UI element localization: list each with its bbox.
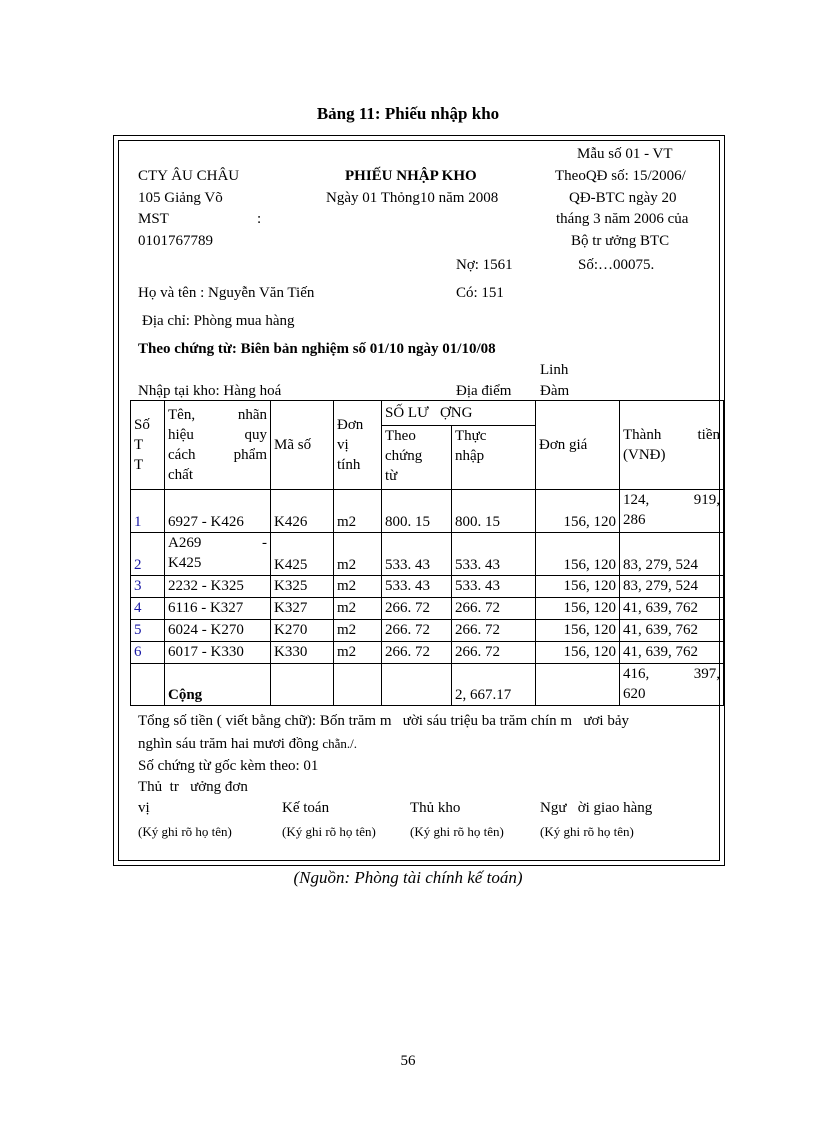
goods-table — [130, 400, 724, 706]
signer-title: Thủ kho — [410, 800, 461, 816]
row-qty-actual: 800. 15 — [452, 490, 536, 533]
row-unit: m2 — [334, 533, 382, 576]
table-row — [131, 533, 724, 576]
signer-title: Thủ tr ưởng đơn — [138, 779, 248, 795]
tax-colon: : — [257, 211, 262, 227]
debit-account: Nợ: 1561 — [456, 257, 513, 273]
row-qty-doc: 533. 43 — [382, 576, 452, 598]
row-unit: m2 — [334, 576, 382, 598]
row-amount: 41, 639, 762 — [620, 598, 724, 620]
signer-note: (Ký ghi rõ họ tên) — [410, 824, 504, 839]
form-code-line: Mẫu số 01 - VT — [577, 146, 673, 162]
row-qty-actual: 266. 72 — [452, 620, 536, 642]
row-name: 6116 - K327 — [165, 598, 271, 620]
source-voucher: Theo chứng từ: Biên bản nghiệm số 01/10 ngày 01/10/08 — [138, 341, 496, 357]
row-name: 6017 - K330 — [165, 642, 271, 664]
row-qty-actual: 266. 72 — [452, 598, 536, 620]
header-unit: Đơn vị tính — [334, 401, 382, 490]
form-code-line: Bộ tr ưởng BTC — [571, 233, 670, 249]
table-row — [131, 490, 724, 533]
header-price: Đơn giá — [536, 401, 620, 490]
table-row — [131, 642, 724, 664]
total-row — [131, 664, 724, 706]
company-name: CTY ÂU CHÂU — [138, 168, 240, 184]
form-code-line: QĐ-BTC ngày 20 — [569, 190, 677, 206]
header-stt: Số T T — [131, 401, 165, 490]
row-stt: 1 — [131, 490, 165, 533]
row-amount: 83, 279, 524 — [620, 533, 724, 576]
header-amount: Thành tiền (VNĐ) — [620, 401, 724, 490]
row-stt: 4 — [131, 598, 165, 620]
form-code-line: tháng 3 năm 2006 của — [556, 211, 689, 227]
table-caption: Bảng 11: Phiếu nhập kho — [316, 104, 500, 123]
row-qty-actual: 533. 43 — [452, 576, 536, 598]
total-qty-doc — [382, 664, 452, 706]
row-amount: 41, 639, 762 — [620, 642, 724, 664]
row-qty-actual: 266. 72 — [452, 642, 536, 664]
row-code: K425 — [271, 533, 334, 576]
signer-note: (Ký ghi rõ họ tên) — [540, 824, 634, 839]
total-amount: 416, 397, 620 — [620, 664, 724, 706]
row-qty-doc: 266. 72 — [382, 642, 452, 664]
row-code: K327 — [271, 598, 334, 620]
row-name: 6024 - K270 — [165, 620, 271, 642]
total-label: Cộng — [165, 664, 271, 706]
voucher-number: Số:…00075. — [578, 257, 655, 273]
signer-title: Ngư ời giao hàng — [540, 800, 653, 816]
row-price: 156, 120 — [536, 620, 620, 642]
row-qty-actual: 533. 43 — [452, 533, 536, 576]
total-price — [536, 664, 620, 706]
row-code: K270 — [271, 620, 334, 642]
row-qty-doc: 800. 15 — [382, 490, 452, 533]
warehouse: Nhập tại kho: Hàng hoá — [138, 383, 282, 399]
row-name: 2232 - K325 — [165, 576, 271, 598]
form-date: Ngày 01 Thỏng10 năm 2008 — [326, 190, 499, 206]
row-amount: 83, 279, 524 — [620, 576, 724, 598]
row-name: A269 - K425 — [165, 533, 271, 576]
row-code: K426 — [271, 490, 334, 533]
signer-note: (Ký ghi rõ họ tên) — [138, 824, 232, 839]
table-row — [131, 598, 724, 620]
row-stt: 6 — [131, 642, 165, 664]
row-unit: m2 — [334, 642, 382, 664]
form-code-line: TheoQĐ số: 15/2006/ — [555, 168, 686, 184]
receiver-address: Địa chỉ: Phòng mua hàng — [142, 313, 295, 329]
row-stt: 3 — [131, 576, 165, 598]
amount-in-words-cont: nghìn sáu trăm hai mươi đồng chẵn./. — [138, 736, 358, 752]
row-code: K330 — [271, 642, 334, 664]
form-title: PHIẾU NHẬP KHO — [345, 168, 477, 184]
page-number: 56 — [400, 1053, 416, 1069]
row-qty-doc: 266. 72 — [382, 598, 452, 620]
row-code: K325 — [271, 576, 334, 598]
source-note: (Nguồn: Phòng tài chính kế toán) — [293, 868, 523, 887]
signer-note: (Ký ghi rõ họ tên) — [282, 824, 376, 839]
total-unit — [334, 664, 382, 706]
row-amount: 124, 919, 286 — [620, 490, 724, 533]
total-code — [271, 664, 334, 706]
total-stt — [131, 664, 165, 706]
table-row — [131, 620, 724, 642]
tax-label: MST — [138, 211, 169, 227]
row-name: 6927 - K426 — [165, 490, 271, 533]
receiver-name: Họ và tên : Nguyễn Văn Tiến — [138, 285, 315, 301]
location-value: Linh — [540, 362, 569, 378]
amount-in-words: Tổng số tiền ( viết bằng chữ): Bốn trăm m ười sáu triệu ba trăm chín m ươi bảy — [138, 713, 629, 729]
row-qty-doc: 533. 43 — [382, 533, 452, 576]
tax-code: 0101767789 — [138, 233, 213, 249]
header-code: Mã số — [271, 401, 334, 490]
header-name: Tên, nhãn hiệu quy cách phẩm chất — [165, 401, 271, 490]
row-unit: m2 — [334, 598, 382, 620]
row-stt: 5 — [131, 620, 165, 642]
attachments: Số chứng từ gốc kèm theo: 01 — [138, 758, 319, 774]
row-price: 156, 120 — [536, 598, 620, 620]
row-price: 156, 120 — [536, 490, 620, 533]
location-value: Đàm — [540, 383, 570, 399]
company-address: 105 Giảng Võ — [138, 190, 223, 206]
header-qty-doc: Theo chứng từ — [382, 426, 452, 490]
signer-title: vị — [138, 800, 150, 816]
header-quantity: SỐ LƯ ỢNG — [382, 401, 536, 426]
signer-title: Kế toán — [282, 800, 330, 816]
location-label: Địa điểm — [456, 383, 512, 399]
row-unit: m2 — [334, 620, 382, 642]
row-qty-doc: 266. 72 — [382, 620, 452, 642]
table-row — [131, 576, 724, 598]
total-qty-actual: 2, 667.17 — [452, 664, 536, 706]
row-price: 156, 120 — [536, 642, 620, 664]
row-stt: 2 — [131, 533, 165, 576]
header-qty-actual: Thực nhập — [452, 426, 536, 490]
row-price: 156, 120 — [536, 533, 620, 576]
row-amount: 41, 639, 762 — [620, 620, 724, 642]
credit-account: Có: 151 — [456, 285, 504, 301]
row-unit: m2 — [334, 490, 382, 533]
row-price: 156, 120 — [536, 576, 620, 598]
